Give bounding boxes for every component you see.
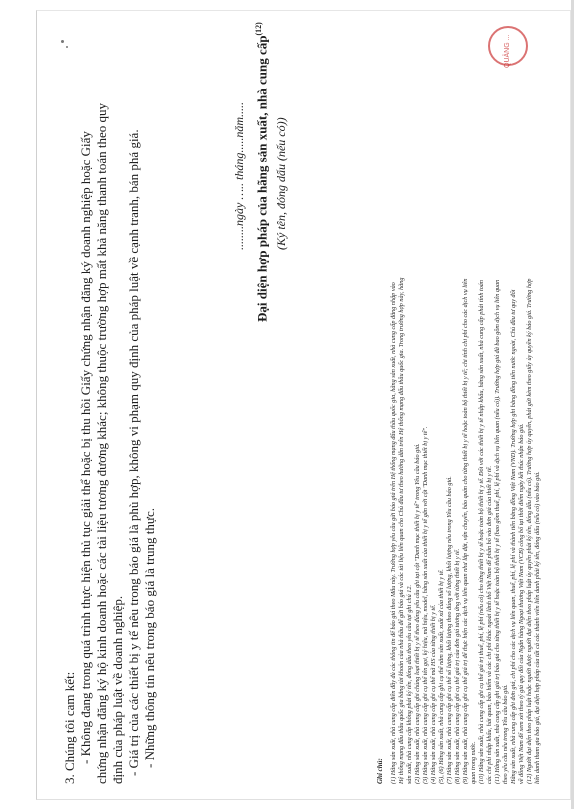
note-line: (3) Hãng sản xuất, nhà cung cấp ghi cụ thể tên gọi, ký hiệu, mã hiệu, model, hãng sản xuất của thiết bị y tế gắn với cột "Danh mục thiết bị y tế". <box>422 426 430 784</box>
stamp-text: QUẢNG ... <box>504 34 511 68</box>
commitment-line-5: - Những thông tin nêu trong báo giá là trung thực. <box>142 508 157 768</box>
commitment-line-1: - Không đang trong quá trình thực hiện thủ tục giải thể hoặc bị thu hồi Giấy chứng nhận đăng ký doanh nghiệp hoặc Giấy <box>78 131 93 764</box>
note-line: sản xuất, nhà cung cấp không phải ký tên, đóng dấu theo yêu cầu tại ghi chú 12. <box>406 585 414 784</box>
note-line: (2) Hãng sản xuất, nhà cung cấp ghi chủng loại thiết bị y tế theo đúng yêu cầu ghi tại cột "Danh mục thiết bị y tế" trong Yêu cầu báo giá. <box>414 443 422 784</box>
note-line: (4) Hãng sản xuất, nhà cung cấp ghi cụ thể mã HS của từng thiết bị y tế. <box>430 604 438 784</box>
note-line: (5), (6) Hãng sản xuất, nhà cung cấp ghi cụ thể năm sản xuất, xuất xứ của thiết bị y tế. <box>438 569 446 784</box>
commitment-line-2: chứng nhận đăng ký hộ kinh doanh hoặc các tài liệu tương đương khác; không thuộc trường hợp mất khả năng thanh toán theo quy <box>94 103 109 784</box>
note-line: (11) Hãng sản xuất, nhà cung cấp ghi giá trị báo giá cho từng thiết bị y tế hoặc toàn bộ thiết bị y tế (bao gồm thuế, phí, lệ phí và dịch vụ liên quan (nếu có)). Trường hợp giá đã bao gồm dịch vụ liên quan <box>494 279 502 784</box>
commitment-heading: 3. Chúng tôi cam kết: <box>62 671 77 784</box>
signature-date-line: ........ngày ….. tháng.....năm..... <box>232 102 246 250</box>
note-line: theo yêu cầu nêu trong Yêu cầu báo giá. <box>502 684 510 784</box>
commitment-line-4: - Giá trị của các thiết bị y tế nêu trong báo giá là phù hợp, không vi phạm quy định của pháp luật về cạnh tranh, bán phá giá. <box>126 129 141 776</box>
rotated-document-content <box>58 20 578 790</box>
note-line: (9) Hãng sản xuất, nhà cung cấp ghi cụ thể giá trị để thực hiện các dịch vụ liên quan như lắp đặt, vận chuyển, bảo quản cho từng thiết bị y tế hoặc toàn bộ thiết bị y tế; chi tính chi phí cho các dịch vụ liên <box>462 278 470 784</box>
note-line: liên danh tham gia báo giá, đại diện hợp pháp của tất cả các thành viên liên danh phải ký tên, đóng dấu (nếu có) vào báo giá. <box>534 471 542 784</box>
notes-title: Ghi chú: <box>376 758 384 784</box>
signature-subtitle: (Ký tên, đóng dấu (nếu có)) <box>274 117 288 250</box>
note-line: (8) Hãng sản xuất, nhà cung cấp ghi cụ thể giá trị của đơn giá tương ứng với từng thiết bị y tế. <box>454 548 462 784</box>
signature-title-text: Đại diện hợp pháp của hãng sản xuất, nhà cung cấp <box>254 35 270 322</box>
commitment-line-3: định của pháp luật về doanh nghiệp. <box>110 595 125 784</box>
note-line: (10) Hãng sản xuất, nhà cung cấp ghi cụ thể giá trị thuế, phí, lệ phí (nếu có) cho từng thiết bị y tế hoặc toàn bộ thiết bị y tế. Đối với các thiết bị y tế nhập khẩu, hãng sản xuất, nhà cung cấp phải tính toán <box>478 280 486 784</box>
note-line: về đồng Việt Nam để xem xét theo tỷ giá quy đổi của Ngân hàng Ngoại thương Việt Nam (VCB) công bố tại thời điểm ngày kết thúc nhận báo giá. <box>518 423 526 784</box>
signature-title-note: (12) <box>254 22 263 36</box>
note-line: (12) Người đại diện theo pháp luật hoặc người được người đại diện theo pháp luật ủy quyền phải ký tên, đóng dấu (nếu có). Trường hợp ủy quyền, phải gửi kèm theo giấy ủy quyền ký báo giá. Trường hợp <box>526 278 534 784</box>
note-line: các chi phí nhập khẩu, hải quan, bảo hiểm và các chi phí khác ngoài lãnh thổ Việt Nam để phân bổ vào đơn giá của thiết bị y tế. <box>486 466 494 784</box>
note-line: (1) Hãng sản xuất, nhà cung cấp điền đầy đủ các thông tin để báo giá theo Mẫu này. Trường hợp yêu cầu gửi báo giá trên Hệ thống mạng đấu thầu quốc gia, hãng sản xuất, nhà cung cấp đăng nhập vào <box>390 282 398 784</box>
note-line: Hệ thống mạng đấu thầu quốc gia bằng tài khoản của nhà thầu để gửi báo giá và các tài liệu liên quan cho Chủ đầu tư theo hướng dẫn trên Hệ thống mạng đấu thầu quốc gia. Trong trường hợp này, hãng <box>398 277 406 784</box>
note-line: quan trong nước. <box>470 741 478 784</box>
note-line: (7) Hãng sản xuất, nhà cung cấp ghi cụ thể số lượng, khối lượng theo đúng số lượng, khối lượng nêu trong Yêu cầu báo giá. <box>446 476 454 784</box>
signature-title <box>254 22 270 322</box>
note-line: Hãng sản xuất, nhà cung cấp ghi đơn giá, chi phí cho các dịch vụ liên quan, thuế, phí, lệ phí và thành tiền bằng đồng Việt Nam (VND). Trường hợp ghi bằng đồng tiền nước ngoài, Chủ đầu tư quy đổi <box>510 289 518 784</box>
